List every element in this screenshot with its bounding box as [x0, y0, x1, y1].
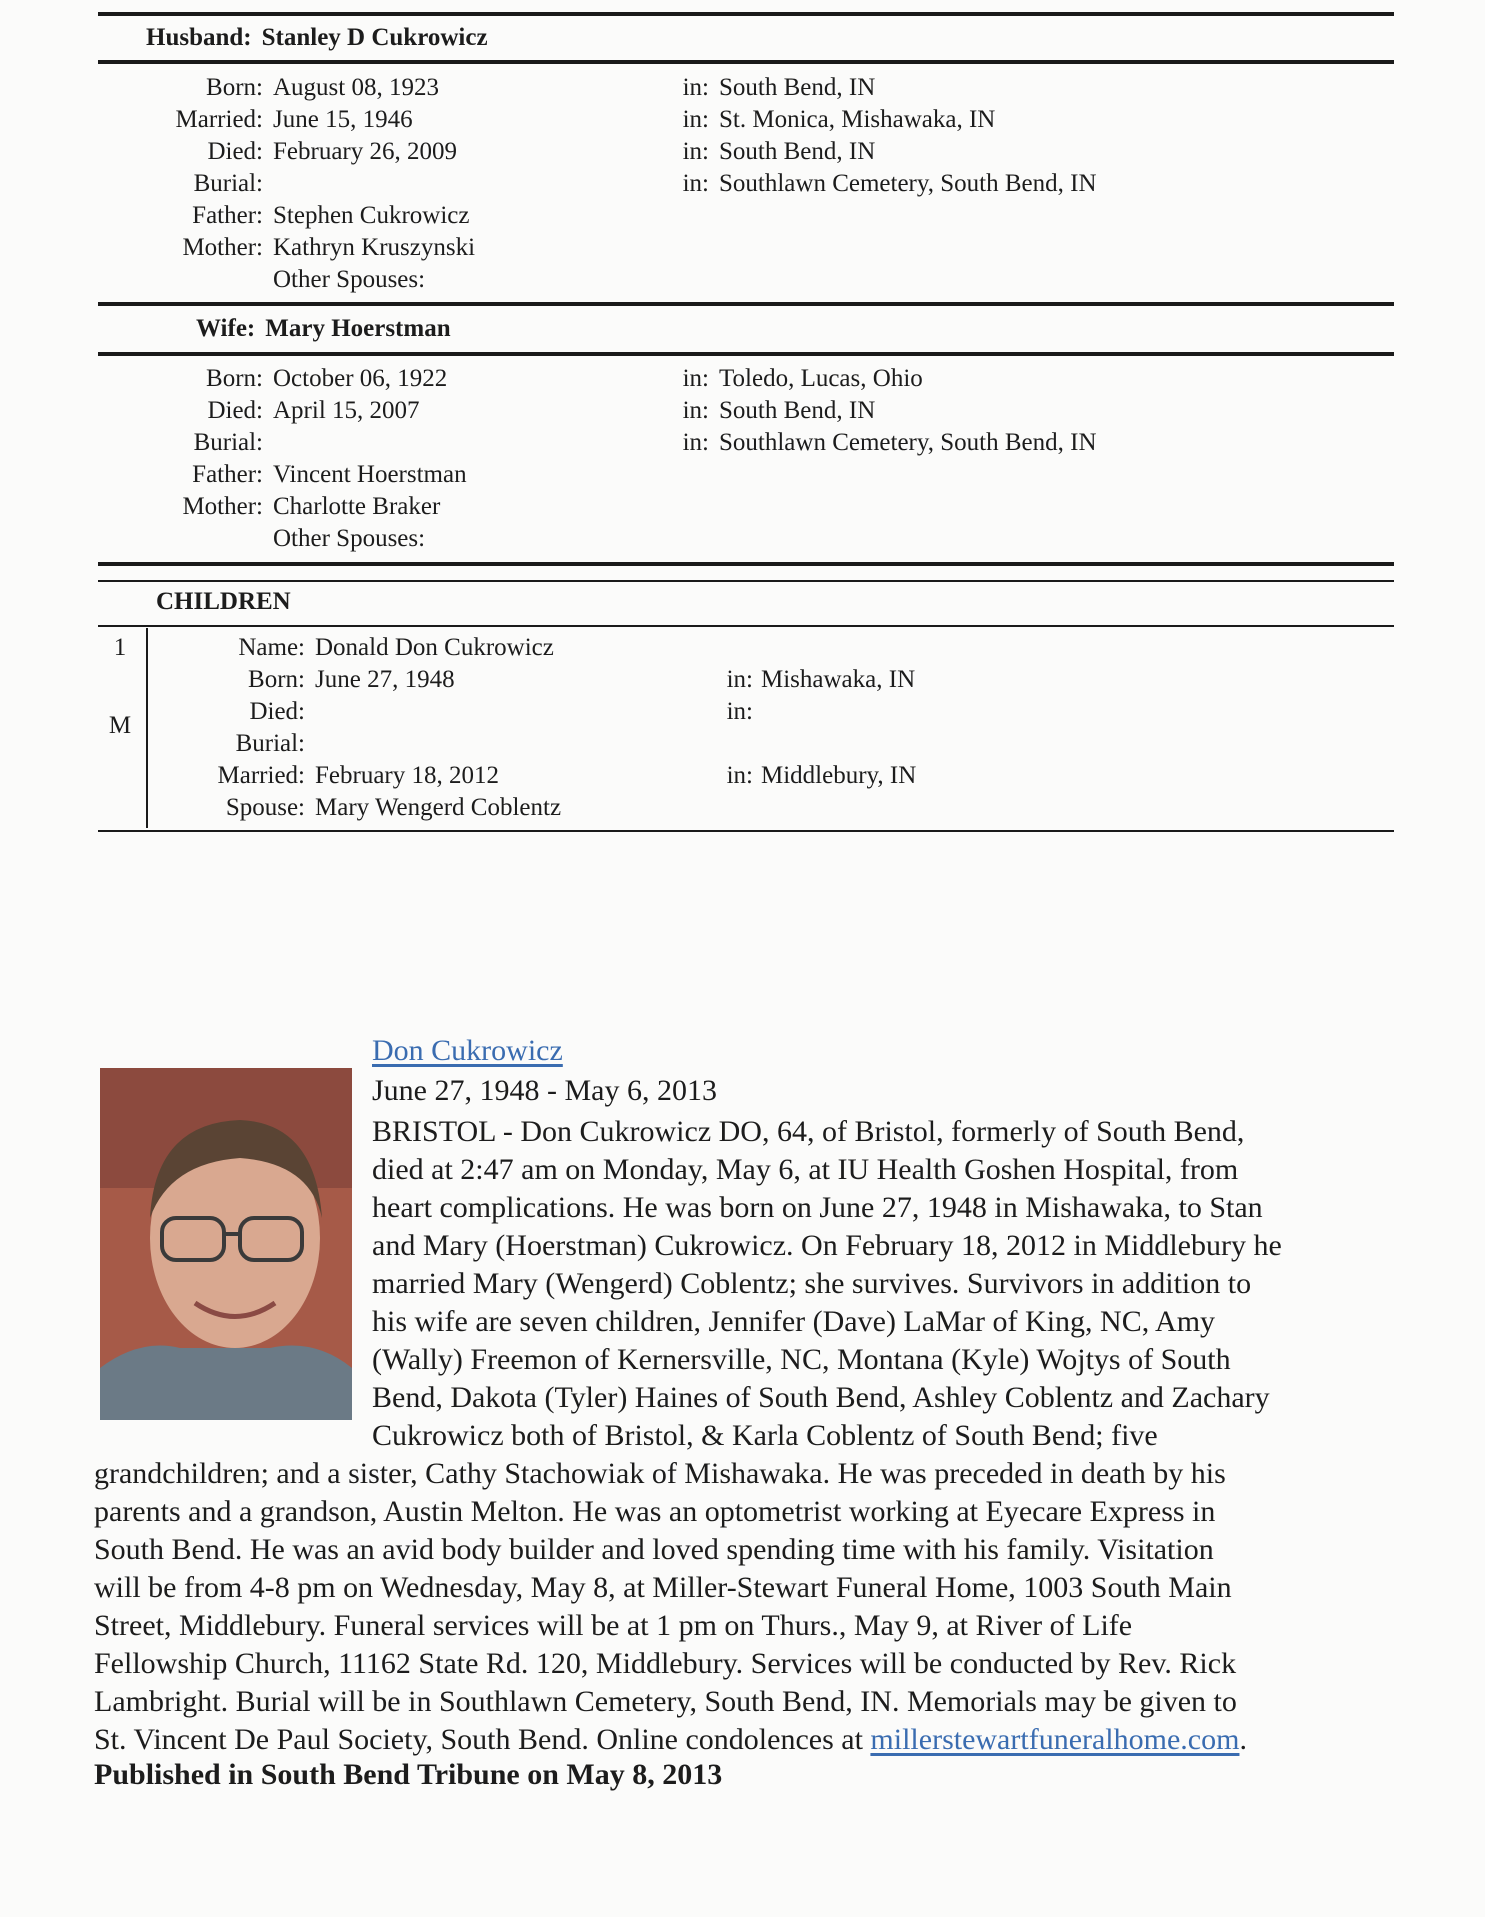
field-label: Burial: [235, 730, 305, 757]
place-value: South Bend, IN [719, 138, 876, 165]
in-label: in: [682, 138, 709, 165]
field-value: Donald Don Cukrowicz [315, 634, 554, 661]
field-label: Spouse: [225, 794, 305, 821]
field-label: Married: [217, 762, 305, 789]
field-label: Father: [192, 202, 263, 229]
in-label: in: [682, 365, 709, 392]
obituary-dates: June 27, 1948 - May 6, 2013 [372, 1074, 717, 1107]
field-label: Name: [238, 634, 305, 661]
in-label: in: [726, 762, 753, 789]
children-rule [98, 625, 1394, 627]
field-value: Charlotte Braker [273, 493, 441, 520]
field-value: Stephen Cukrowicz [273, 202, 470, 229]
field-label: Father: [192, 461, 263, 488]
condolences-link[interactable]: millerstewartfuneralhome.com [870, 1723, 1240, 1756]
field-label: Born: [206, 365, 263, 392]
portrait-photo [100, 1068, 352, 1420]
obituary-line: his wife are seven children, Jennifer (Dave) LaMar of King, NC, Amy [372, 1305, 1216, 1338]
obituary-line: Lambright. Burial will be in Southlawn Cemetery, South Bend, IN. Memorials may be given to [94, 1685, 1237, 1718]
wife-name: Mary Hoerstman [265, 315, 451, 342]
place-value: South Bend, IN [719, 397, 876, 424]
obituary-title-link[interactable]: Don Cukrowicz [372, 1034, 563, 1067]
field-label: Born: [206, 74, 263, 101]
obituary-line: grandchildren; and a sister, Cathy Stachowiak of Mishawaka. He was preceded in death by his [94, 1457, 1226, 1490]
obituary-line: heart complications. He was born on June 27, 1948 in Mishawaka, to Stan [372, 1191, 1263, 1224]
obituary-line: Street, Middlebury. Funeral services will be at 1 pm on Thurs., May 9, at River of Life [94, 1609, 1133, 1642]
field-value: June 27, 1948 [315, 666, 455, 693]
field-value: Kathryn Kruszynski [273, 234, 476, 261]
obituary-line: died at 2:47 am on Monday, May 6, at IU Health Goshen Hospital, from [372, 1153, 1239, 1186]
husband-heading [146, 24, 488, 52]
obituary-line: Cukrowicz both of Bristol, & Karla Coblentz of South Bend; five [372, 1419, 1158, 1452]
in-label: in: [682, 429, 709, 456]
obituary-line: will be from 4-8 pm on Wednesday, May 8, at Miller-Stewart Funeral Home, 1003 South Main [94, 1571, 1232, 1604]
husband-other-spouses: Other Spouses: [273, 266, 426, 293]
field-label: Married: [175, 106, 263, 133]
obituary-line: parents and a grandson, Austin Melton. He was an optometrist working at Eyecare Express in [94, 1495, 1216, 1528]
field-label: Died: [249, 698, 305, 725]
field-label: Mother: [182, 234, 263, 261]
place-value: Southlawn Cemetery, South Bend, IN [719, 429, 1097, 456]
wife-other-spouses: Other Spouses: [273, 525, 426, 552]
obituary-line: married Mary (Wengerd) Coblentz; she survives. Survivors in addition to [372, 1267, 1252, 1300]
field-value: June 15, 1946 [273, 106, 413, 133]
place-value: St. Monica, Mishawaka, IN [719, 106, 996, 133]
field-value: Mary Wengerd Coblentz [315, 794, 562, 821]
place-value: Mishawaka, IN [761, 666, 916, 693]
child-number: 1 [113, 634, 127, 661]
wife-heading [196, 315, 451, 343]
portrait-illustration [100, 1068, 352, 1420]
obituary-line: BRISTOL - Don Cukrowicz DO, 64, of Bristol, formerly of South Bend, [372, 1115, 1245, 1148]
place-value: South Bend, IN [719, 74, 876, 101]
obituary-last-line [94, 1721, 1247, 1759]
field-value: August 08, 1923 [273, 74, 439, 101]
place-value: Toledo, Lucas, Ohio [719, 365, 923, 392]
wife-top-rule [98, 302, 1394, 306]
in-label: in: [726, 698, 753, 725]
wife-label: Wife: [196, 315, 256, 342]
obituary-line: Fellowship Church, 11162 State Rd. 120, Middlebury. Services will be conducted by Rev. Rick [94, 1647, 1237, 1680]
field-label: Burial: [193, 170, 263, 197]
field-label: Burial: [193, 429, 263, 456]
published-note: Published in South Bend Tribune on May 8, 2013 [94, 1758, 723, 1791]
in-label: in: [682, 397, 709, 424]
field-value: April 15, 2007 [273, 397, 420, 424]
field-label: Died: [207, 397, 263, 424]
place-value: Southlawn Cemetery, South Bend, IN [719, 170, 1097, 197]
obituary-line: South Bend. He was an avid body builder and loved spending time with his family. Visitation [94, 1533, 1214, 1566]
child-column-divider [146, 628, 148, 828]
in-label: in: [726, 666, 753, 693]
field-label: Died: [207, 138, 263, 165]
husband-label: Husband: [146, 24, 252, 51]
obituary-line: and Mary (Hoerstman) Cukrowicz. On February 18, 2012 in Middlebury he [372, 1229, 1282, 1262]
in-label: in: [682, 170, 709, 197]
field-value: October 06, 1922 [273, 365, 448, 392]
field-value: February 18, 2012 [315, 762, 499, 789]
field-label: Born: [248, 666, 305, 693]
in-label: in: [682, 106, 709, 133]
field-value: February 26, 2009 [273, 138, 457, 165]
in-label: in: [682, 74, 709, 101]
child-sex: M [108, 712, 132, 739]
period: . [1239, 1723, 1247, 1756]
field-label: Mother: [182, 493, 263, 520]
children-bottom-rule [98, 830, 1394, 832]
obituary-line-text: St. Vincent De Paul Society, South Bend. Online condolences at [94, 1723, 863, 1756]
top-rule [98, 12, 1394, 16]
wife-rule [98, 352, 1394, 356]
obituary-line: Bend, Dakota (Tyler) Haines of South Bend, Ashley Coblentz and Zachary [372, 1381, 1270, 1414]
children-sub-rule [98, 580, 1394, 582]
obituary-line: (Wally) Freemon of Kernersville, NC, Montana (Kyle) Wojtys of South [372, 1343, 1231, 1376]
husband-name: Stanley D Cukrowicz [261, 24, 488, 51]
children-heading: CHILDREN [156, 588, 291, 615]
children-top-rule [98, 562, 1394, 566]
husband-rule [98, 60, 1394, 64]
field-value: Vincent Hoerstman [273, 461, 467, 488]
place-value: Middlebury, IN [761, 762, 917, 789]
